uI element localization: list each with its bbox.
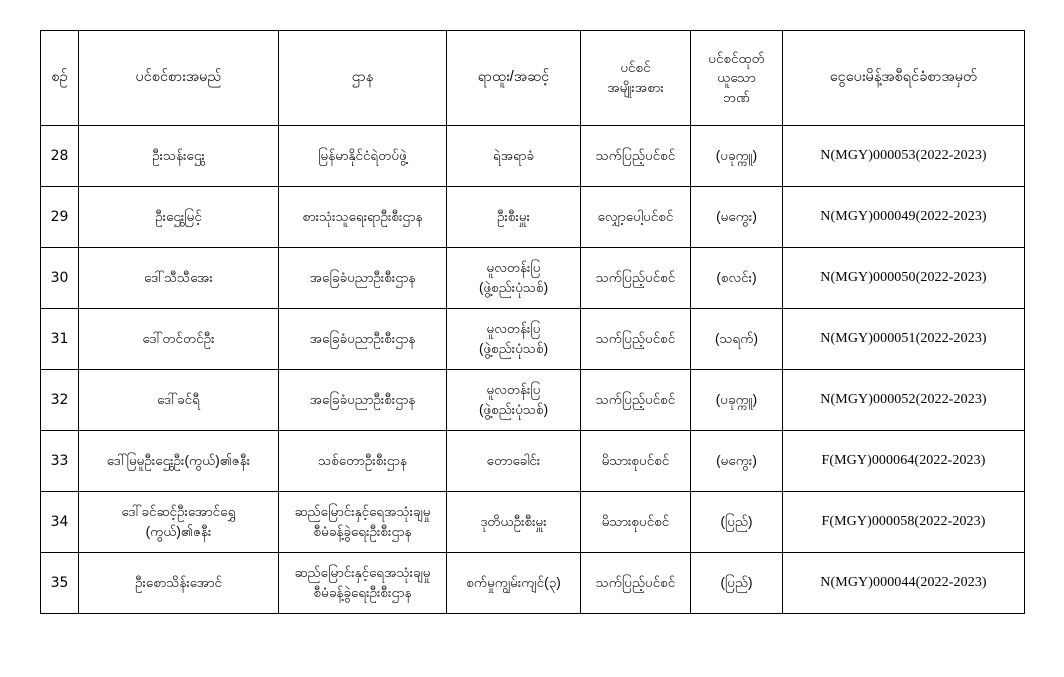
cell-rank xyxy=(447,126,581,187)
cell-bank xyxy=(691,126,783,187)
cell-rank xyxy=(447,187,581,248)
column-header-no-line-1: စဉ် xyxy=(51,69,68,86)
cell-voucher-number: N(MGY)000051(2022-2023) xyxy=(783,309,1025,370)
cell-voucher-number: N(MGY)000044(2022-2023) xyxy=(783,553,1025,614)
cell-no: 32 xyxy=(41,370,79,431)
table-row xyxy=(41,492,1025,553)
cell-pension-type xyxy=(581,492,691,553)
table-header-row xyxy=(41,31,1025,126)
column-header-department-line-1: ဌာန xyxy=(351,69,374,86)
cell-name-line-1: ဦးသန်းဌွေး xyxy=(152,148,205,164)
cell-name xyxy=(79,248,279,309)
table-header xyxy=(41,31,1025,126)
cell-pension-type xyxy=(581,431,691,492)
cell-name xyxy=(79,431,279,492)
table-row xyxy=(41,126,1025,187)
cell-pension-type-line-1: လျှော့ပေါ့ပင်စင် xyxy=(597,209,674,225)
cell-rank-line-1: မူလတန်းပြ xyxy=(486,382,541,398)
cell-department-line-1: သစ်တောဦးစီးဌာန xyxy=(318,453,407,469)
table-row xyxy=(41,370,1025,431)
cell-bank xyxy=(691,248,783,309)
cell-name-line-1: ဒေါ်တင်တင်ဦး xyxy=(142,331,215,347)
cell-rank-line-1: မူလတန်းပြ xyxy=(486,260,541,276)
cell-bank xyxy=(691,431,783,492)
column-header-pension-type-line-1: ပင်စင် xyxy=(620,60,651,76)
cell-rank xyxy=(447,309,581,370)
cell-bank-line-1: (ပြည်) xyxy=(720,514,753,530)
cell-pension-type-line-1: သက်ပြည့်ပင်စင် xyxy=(595,148,676,164)
cell-rank-line-1: မူလတန်းပြ xyxy=(486,321,541,337)
table-row xyxy=(41,431,1025,492)
cell-pension-type-line-1: မိသားစုပင်စင် xyxy=(601,514,670,530)
column-header-bank-line-3: ဘဏ် xyxy=(723,89,750,105)
column-header-pension-type-line-2: အမျိုးအစား xyxy=(607,80,664,95)
cell-rank xyxy=(447,248,581,309)
cell-department-line-2: စီမံခန့်ခွဲရေးဦးစီးဌာန xyxy=(313,585,412,600)
column-header-department xyxy=(279,31,447,126)
cell-pension-type xyxy=(581,248,691,309)
cell-department-line-1: စားသုံးသူရေးရာဦးစီးဌာန xyxy=(302,209,423,225)
column-header-rank xyxy=(447,31,581,126)
column-header-voucher-number-line-1: ငွေပေးမိန့်အစီရင်ခံစာအမှတ် xyxy=(829,69,978,86)
cell-name-line-1: ဦးစောသိန်းအောင် xyxy=(134,575,223,591)
cell-rank-line-2: (ဖွဲ့စည်းပုံသစ်) xyxy=(478,402,549,417)
cell-rank xyxy=(447,370,581,431)
cell-name xyxy=(79,370,279,431)
cell-voucher-number: N(MGY)000052(2022-2023) xyxy=(783,370,1025,431)
cell-bank-line-1: (ပခုက္ကူ) xyxy=(715,148,758,164)
cell-bank-line-1: (မကွေး) xyxy=(716,453,757,469)
column-header-name xyxy=(79,31,279,126)
cell-rank-line-1: ဦးစီးမှူး xyxy=(496,209,531,225)
cell-name-line-1: ဦးဌွေးမြင့် xyxy=(155,209,202,225)
cell-pension-type-line-1: သက်ပြည့်ပင်စင် xyxy=(595,270,676,286)
cell-name xyxy=(79,492,279,553)
cell-pension-type-line-1: သက်ပြည့်ပင်စင် xyxy=(595,331,676,347)
cell-department xyxy=(279,553,447,614)
cell-no: 28 xyxy=(41,126,79,187)
cell-department-line-1: အခြေခံပညာဦးစီးဌာန xyxy=(309,270,416,286)
cell-voucher-number: F(MGY)000064(2022-2023) xyxy=(783,431,1025,492)
cell-bank-line-1: (သရက်) xyxy=(714,331,758,347)
column-header-pension-type xyxy=(581,31,691,126)
cell-no: 31 xyxy=(41,309,79,370)
column-header-no xyxy=(41,31,79,126)
cell-name-line-1: ဒေါ်မြမူဦးဌွေးဦး(ကွယ်)၏ဇနီး xyxy=(106,453,251,469)
cell-pension-type xyxy=(581,370,691,431)
cell-pension-type xyxy=(581,553,691,614)
column-header-bank xyxy=(691,31,783,126)
cell-department-line-1: အခြေခံပညာဦးစီးဌာန xyxy=(309,392,416,408)
cell-pension-type xyxy=(581,309,691,370)
cell-pension-type-line-1: မိသားစုပင်စင် xyxy=(601,453,670,469)
column-header-voucher-number xyxy=(783,31,1025,126)
cell-bank xyxy=(691,492,783,553)
cell-no: 30 xyxy=(41,248,79,309)
cell-department-line-1: မြန်မာနိုင်ငံရဲတပ်ဖွဲ့ xyxy=(318,148,407,164)
table-body xyxy=(41,126,1025,614)
pension-table xyxy=(40,30,1025,614)
cell-rank-line-2: (ဖွဲ့စည်းပုံသစ်) xyxy=(478,341,549,356)
cell-no: 33 xyxy=(41,431,79,492)
cell-pension-type xyxy=(581,126,691,187)
cell-voucher-number: N(MGY)000049(2022-2023) xyxy=(783,187,1025,248)
column-header-name-line-1: ပင်စင်စားအမည် xyxy=(135,69,222,86)
cell-department-line-1: ဆည်မြောင်းနှင့်ရေအသုံးချမှု xyxy=(294,504,431,520)
cell-department xyxy=(279,309,447,370)
cell-name xyxy=(79,553,279,614)
cell-bank xyxy=(691,309,783,370)
cell-voucher-number: N(MGY)000050(2022-2023) xyxy=(783,248,1025,309)
table-row xyxy=(41,553,1025,614)
cell-name xyxy=(79,309,279,370)
cell-voucher-number: N(MGY)000053(2022-2023) xyxy=(783,126,1025,187)
cell-department xyxy=(279,492,447,553)
cell-rank xyxy=(447,492,581,553)
cell-rank-line-2: (ဖွဲ့စည်းပုံသစ်) xyxy=(478,280,549,295)
cell-department xyxy=(279,248,447,309)
cell-rank-line-1: ရဲအရာခံ xyxy=(492,148,535,164)
cell-department-line-1: ဆည်မြောင်းနှင့်ရေအသုံးချမှု xyxy=(294,565,431,581)
cell-rank-line-1: တောခေါင်း xyxy=(486,453,541,469)
cell-name xyxy=(79,126,279,187)
cell-name xyxy=(79,187,279,248)
cell-rank xyxy=(447,553,581,614)
cell-bank xyxy=(691,187,783,248)
column-header-bank-line-2: ယူသော xyxy=(717,70,756,86)
cell-bank-line-1: (မကွေး) xyxy=(716,209,757,225)
cell-rank xyxy=(447,431,581,492)
cell-voucher-number: F(MGY)000058(2022-2023) xyxy=(783,492,1025,553)
table-row xyxy=(41,309,1025,370)
cell-bank-line-1: (ပြည်) xyxy=(720,575,753,591)
column-header-bank-line-1: ပင်စင်ထုတ် xyxy=(708,50,765,66)
cell-department xyxy=(279,431,447,492)
cell-department xyxy=(279,370,447,431)
cell-name-line-1: ဒေါ်ခင်ဆင့်ဦးအောင်ရွှေ xyxy=(121,504,236,520)
cell-bank-line-1: (စလင်း) xyxy=(716,270,757,286)
table-row xyxy=(41,187,1025,248)
cell-department-line-1: အခြေခံပညာဦးစီးဌာန xyxy=(309,331,416,347)
column-header-rank-line-1: ရာထူး/အဆင့် xyxy=(477,69,550,86)
cell-department xyxy=(279,126,447,187)
cell-rank-line-1: ဒုတိယဦးစီးမှူး xyxy=(480,514,547,530)
cell-bank-line-1: (ပခုက္ကူ) xyxy=(715,392,758,408)
cell-pension-type xyxy=(581,187,691,248)
cell-no: 29 xyxy=(41,187,79,248)
table-row xyxy=(41,248,1025,309)
cell-pension-type-line-1: သက်ပြည့်ပင်စင် xyxy=(595,575,676,591)
cell-department xyxy=(279,187,447,248)
cell-pension-type-line-1: သက်ပြည့်ပင်စင် xyxy=(595,392,676,408)
cell-no: 34 xyxy=(41,492,79,553)
cell-name-line-1: ဒေါ်သီသီအေး xyxy=(144,270,213,286)
cell-rank-line-1: စက်မှုကျွမ်းကျင်(၃) xyxy=(466,575,561,591)
cell-department-line-2: စီမံခန့်ခွဲရေးဦးစီးဌာန xyxy=(313,524,412,539)
cell-bank xyxy=(691,370,783,431)
cell-bank xyxy=(691,553,783,614)
cell-name-line-2: (ကွယ်)၏ဇနီး xyxy=(145,524,212,539)
cell-no: 35 xyxy=(41,553,79,614)
cell-name-line-1: ဒေါ်ခင်ရီ xyxy=(157,392,200,408)
